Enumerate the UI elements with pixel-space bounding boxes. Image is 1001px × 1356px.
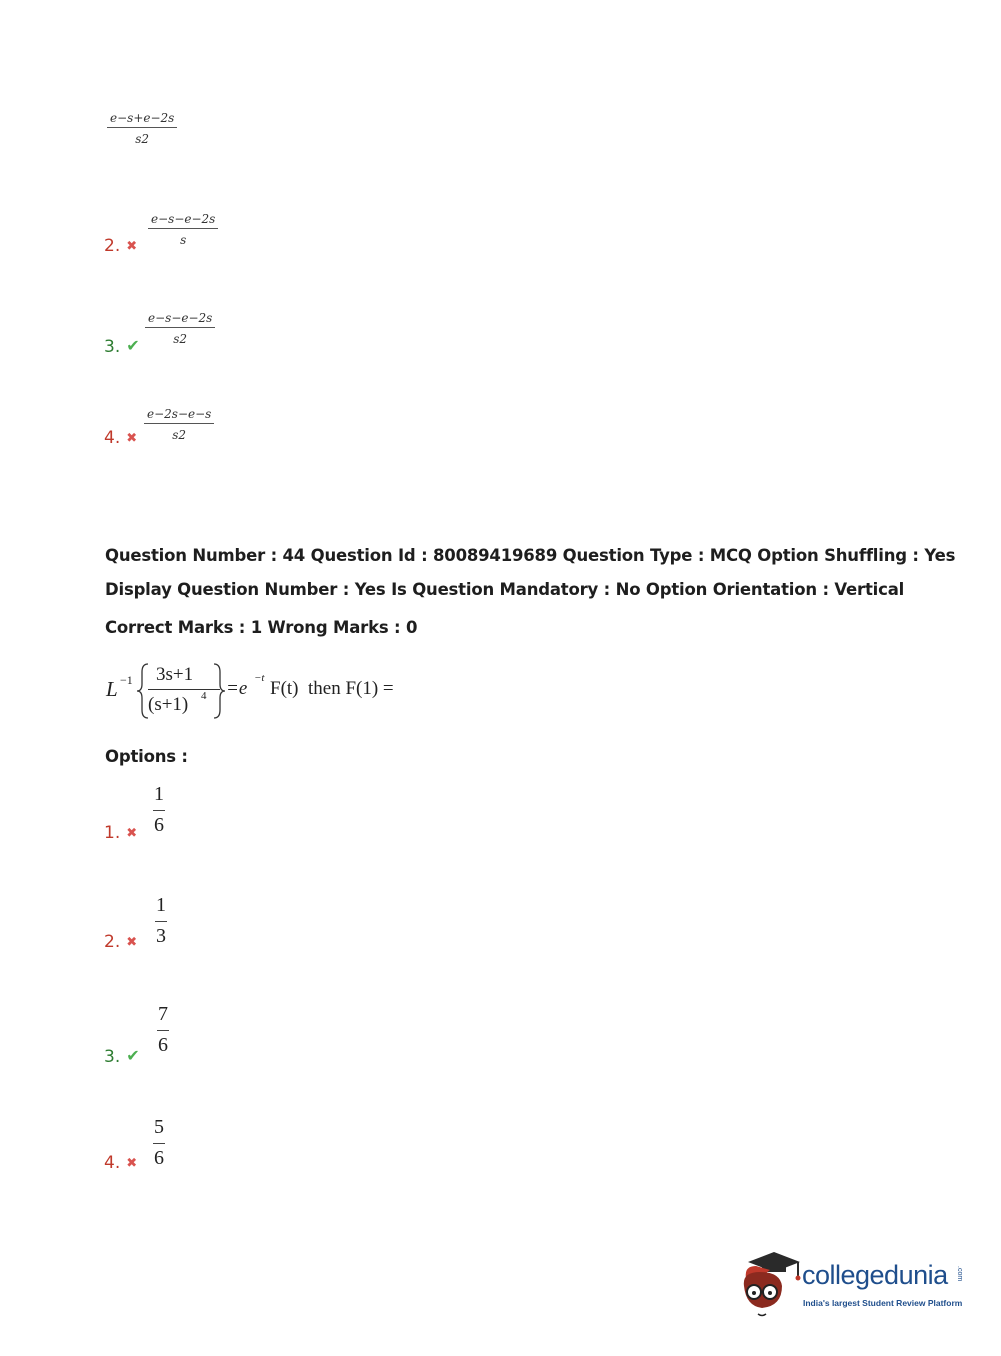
denominator: 3 [156, 925, 166, 947]
prev-option-1-fraction [107, 111, 177, 146]
denominator: s2 [172, 428, 187, 442]
prev-option-3-label [104, 336, 140, 357]
formula-rhs-sup: −t [254, 672, 265, 684]
formula-numerator: 3s+1 [156, 664, 194, 685]
numerator: e−2s−e−s [147, 407, 212, 421]
numerator: 1 [156, 894, 166, 916]
fraction-bar [153, 1143, 165, 1144]
option-1-fraction [150, 783, 168, 837]
prev-option-2-fraction [148, 212, 218, 247]
prev-option-3 [145, 307, 215, 346]
cross-icon: ✖ [126, 826, 138, 841]
cross-icon: ✖ [126, 431, 138, 446]
prev-option-2-label [104, 236, 137, 256]
option-3-label [104, 1046, 140, 1067]
denominator: s2 [135, 132, 150, 146]
question-meta-line-3: Correct Marks : 1 Wrong Marks : 0 [105, 618, 418, 637]
formula-fraction-bar [148, 689, 220, 690]
prev-option-4-label [104, 428, 137, 448]
logo-suffix: .com [956, 1266, 963, 1282]
formula-denominator-sup: 4 [201, 690, 207, 702]
option-number: 2. [104, 932, 121, 952]
numerator: 7 [158, 1003, 168, 1025]
denominator: s2 [173, 332, 188, 346]
denominator: s [180, 233, 187, 247]
numerator: e−s+e−2s [110, 111, 175, 125]
denominator: 6 [154, 1147, 164, 1169]
prev-option-2 [148, 208, 218, 247]
options-label: Options : [105, 747, 188, 766]
right-brace-icon [212, 662, 226, 720]
option-number: 4. [104, 1153, 121, 1173]
check-icon: ✔ [126, 1046, 140, 1065]
prev-option-4 [144, 403, 214, 442]
option-2-label [104, 932, 137, 952]
option-1-label [104, 823, 137, 843]
numerator: e−s−e−2s [148, 311, 213, 325]
formula-operator: L [106, 677, 118, 701]
cross-icon: ✖ [126, 935, 138, 950]
mascot-icon [740, 1248, 802, 1318]
question-meta-line-2: Display Question Number : Yes Is Question Mandatory : No Option Orientation : Vertical [105, 580, 905, 599]
denominator: 6 [158, 1034, 168, 1056]
fraction-bar [153, 810, 165, 811]
formula-rhs-e: =e [226, 678, 248, 699]
numerator: e−s−e−2s [151, 212, 216, 226]
denominator: 6 [154, 814, 164, 836]
option-3-fraction [154, 1003, 172, 1057]
formula-operator-sup: −1 [120, 673, 133, 687]
prev-option-1 [107, 107, 177, 146]
option-number: 1. [104, 823, 121, 843]
logo-name: collegedunia [802, 1260, 948, 1290]
prev-option-4-fraction [144, 407, 214, 442]
option-number: 4. [104, 428, 121, 448]
question-meta-line-1: Question Number : 44 Question Id : 80089419689 Question Type : MCQ Option Shuffling : Yes [105, 546, 956, 565]
option-number: 2. [104, 236, 121, 256]
check-icon: ✔ [126, 336, 140, 355]
option-number: 3. [104, 337, 121, 357]
formula-rhs-rest: F(t) then F(1) = [270, 678, 394, 699]
fraction-bar [155, 921, 167, 922]
cross-icon: ✖ [126, 1156, 138, 1171]
question-formula [106, 660, 436, 722]
cross-icon: ✖ [126, 239, 138, 254]
option-4-label [104, 1153, 137, 1173]
fraction-bar [157, 1030, 169, 1031]
numerator: 5 [154, 1116, 164, 1138]
prev-option-3-fraction [145, 311, 215, 346]
option-number: 3. [104, 1047, 121, 1067]
logo-tagline: India's largest Student Review Platform [803, 1298, 963, 1308]
option-2-fraction [152, 894, 170, 948]
formula-denominator: (s+1) [148, 694, 189, 715]
numerator: 1 [154, 783, 164, 805]
option-4-fraction [150, 1116, 168, 1170]
collegedunia-logo [740, 1248, 970, 1318]
